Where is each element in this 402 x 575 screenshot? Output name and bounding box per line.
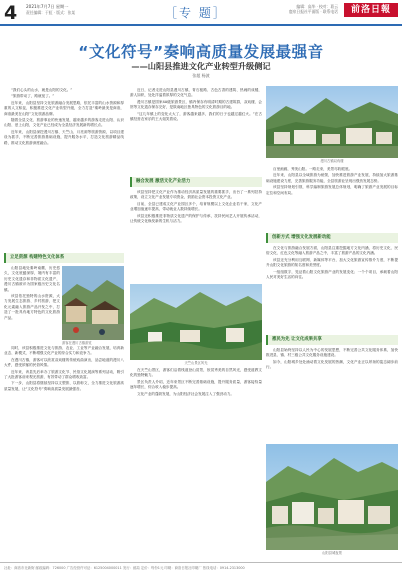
paragraph: 目前，全县已建成文化产业园区多个，培育规模以上文化企业若干家，文化产业增加值逐年提高，带动就业人数持续增长。: [130, 201, 262, 212]
column-1-top: [4, 88, 124, 250]
column-3-mid: [266, 246, 398, 332]
paragraph: 该县还积极推进非物质文化遗产的保护与传承，扶持民间艺人开展传承活动，让传统文化焕发新的生机与活力。: [130, 213, 262, 224]
paragraph: 同时，该县积极推进文化与旅游、农业、工业等产业融合发展，培育新业态、新模式，不断增强文化产业的综合实力和竞争力。: [4, 346, 124, 356]
date-line: 2021年7月7日 星期一: [26, 4, 69, 9]
column-3-top: [266, 167, 398, 231]
subtitle-col3-second: 惠民为先 让文化成果共享: [266, 335, 398, 345]
paragraph: 近年来，山阳县深挖漫川古镇、天竺山、月亮洞等旅游资源，以项目建设为抓手，不断完善旅游基础设施，提升服务水平，打造文化旅游精品线路，推动文化旅游深度融合。: [4, 129, 124, 145]
footer-info: 社址：商洛市北新街 邮政编码：726000 广告经营许可证：6125004000011 发行：邮局 定价：每份1元 印刷：商洛日报社印刷厂 热线电话：0914-2313000: [4, 566, 245, 570]
paragraph: “我们心头的山水，就是山阳的文化。”: [11, 88, 73, 92]
scenic-photo-image: [130, 284, 262, 360]
paragraph: 该县坚持把文化产业作为推动经济高质量发展的重要抓手，出台了一系列扶持政策，设立文化产业发展专项资金，鼓励社会资本投资文化产业。: [130, 190, 262, 200]
column-2-top: [130, 88, 262, 174]
editor-line: 责任编辑：于虹 · 版式：张某: [26, 10, 76, 15]
section-bracket-left: ［: [165, 6, 180, 20]
paragraph: 漫川古镇是国家4A级旅游景区，镇内保存有明清时期的古建筑群，双戏楼、会馆等文化遗存保存完好，是陕南地区独具特色的文化旅游目的地。: [130, 99, 262, 110]
paragraph: 山阳县始终坚持以人民为中心的发展思想，不断完善公共文化服务体系，加快推进县、镇、村三级公共文化服务设施建设。: [266, 348, 398, 358]
section-title: [165, 4, 227, 21]
paragraph: 在天竺山景区，游客们沿着栈道登山赏景，欣赏秀美的自然风光，感受道教文化的独特魅力。: [130, 368, 262, 378]
mountain-town-image: [266, 86, 398, 158]
newspaper-logo: 前洛日報: [344, 3, 398, 17]
header-right-info: [270, 4, 338, 14]
city-landscape-image: [266, 444, 398, 550]
paragraph: 近年来，该县先后举办了旅游文化节、民俗文化展演等系列活动，吸引了大批游客前来观光旅游，有效带动了群众增收致富。: [4, 369, 124, 380]
paragraph: 景区负责人介绍，近年来景区不断完善基础设施，提升服务质量，游客接待量逐年增长，综合收入稳步提高。: [130, 379, 262, 390]
column-2-bottom: [130, 368, 262, 558]
caption-mid-photo: 天竺山景区风光: [184, 361, 208, 365]
paragraph: 下一步，山阳县将继续坚持以文塑旅、以旅彰文，全力推进文化旅游高质量发展，让“文化符号”奏响高质量发展最强音。: [4, 381, 124, 391]
subtitle-col2: 融合发展 激活文化产业活力: [130, 177, 262, 187]
paragraph: “这几年镇上的变化太大了，游客越来越多，我们的日子也越过越红火。”在古镇经营农家乐的王大姐笑着说。: [130, 111, 262, 122]
column-3-bottom: [266, 348, 398, 440]
column-2-mid: [130, 190, 262, 280]
caption-bottom-photo: 山阳县城夜景: [322, 551, 342, 555]
footer-rule: [0, 562, 402, 563]
paragraph: 在漫川古镇，游客可以欣赏双戏楼的传统戏曲演出，品尝地道的漫川八大件，感受浓郁的民俗风情。: [4, 357, 124, 368]
photo-village: [62, 266, 124, 340]
subtitle-col1: 立足资源 构建特色文化体系: [4, 253, 124, 263]
caption-top-photo: 漫川古镇双戏楼: [320, 159, 344, 163]
photo-mountain-town: [266, 86, 398, 158]
paragraph: 近日，记者走进山阳县漫川古镇，青石板路、古色古香的建筑、热闹的戏楼，游人如织，处处洋溢着浓厚的文化气息。: [130, 88, 262, 98]
village-photo-image: [62, 266, 124, 340]
paragraph: 近年来，山阳县以全域旅游为统领，加快推进旅游产业发展，持续加大旅游基础设施建设力度，完善旅游服务功能，全县旅游业呈现出强劲发展态势。: [266, 173, 398, 183]
paragraph: 该县还充分利用互联网、新媒体等平台，加大文化旅游宣传推介力度，不断提升山阳文化旅游的知名度和美誉度。: [266, 257, 398, 268]
photo-scenic: [130, 284, 262, 360]
headline: “文化符号”奏响高质量发展最强音: [78, 43, 324, 61]
paragraph: 近年来，山阳县坚持文化旅游融合发展思路，依托丰富的山水资源和厚重的人文积淀，积极推进文化产业转型升级，全力打造“秦岭最美是商洛，商洛最美在山阳”文化旅游品牌。: [4, 100, 124, 116]
paragraph: 随着全县文化、旅游事业的快速发展，越来越多的游客走进山阳、认识山阳、爱上山阳，文化产业已经成为全县经济发展新的增长点。: [4, 118, 124, 128]
paragraph: 该县依托独特的山水资源，大力发展生态旅游、乡村旅游，把文化元素融入旅游产品开发之中，打造了一批具有地方特色的文化旅游产品。: [4, 294, 60, 320]
header-right-info-1: 编辑：高华 · 校对：葛云: [296, 4, 338, 9]
header-rule: [0, 24, 402, 26]
paragraph: “旅游带动了，路就宽了。”: [11, 94, 55, 99]
paragraph: 一组组数字，见证着山阳文化旅游产业的发展变化；一个个项目，承载着山阳人民对美好生活的向往。: [266, 269, 398, 280]
subheadline: ——山阳县推进文化产业转型升级侧记: [131, 61, 271, 71]
paragraph: 在文化与旅游融合发展方面，山阳县注重挖掘地方文化内涵，将历史文化、民俗文化、红色文化等融入旅游产品之中，丰富了旅游产品的文化内涵。: [266, 246, 398, 256]
section-bracket-right: ］: [212, 6, 227, 20]
column-1-bottom: [4, 346, 124, 558]
byline: 张超 杨波: [192, 73, 210, 78]
section-title-text: 专 题: [179, 6, 213, 20]
column-1-mid: [4, 266, 60, 334]
paragraph: 如今，山阳城乡处处涌动着文化发展的热潮，文化产业正以昂扬的姿态阔步前行。: [266, 359, 398, 370]
subtitle-col3: 创新方式 增强文化发展新动能: [266, 233, 398, 243]
photo-city-landscape: [266, 444, 398, 550]
masthead: [0, 0, 402, 24]
paragraph: 文化产业的蓬勃发展，为山阳经济社会发展注入了强劲动力。: [137, 391, 235, 396]
paragraph: 该县坚持规划引领，科学编制旅游发展总体规划，明确了旅游产业发展的目标定位和空间布局。: [266, 185, 398, 195]
paragraph: 百里画廊，秀美山阳。一路走来，美景尽收眼底。: [273, 167, 353, 171]
header-right-info-2: 鹿泉日报社平面版 · 联系电话: [288, 9, 338, 14]
page-number: 4: [4, 2, 18, 24]
paragraph: 山阳县地处秦岭南麓，历史悠久，文化底蕴深厚，境内有丰富的历史文化遗存和非物质文化遗产，漫川古镇被评为国家级历史文化名镇。: [4, 266, 60, 292]
caption-left-photo: 游客在漫川古镇游览: [62, 341, 92, 345]
